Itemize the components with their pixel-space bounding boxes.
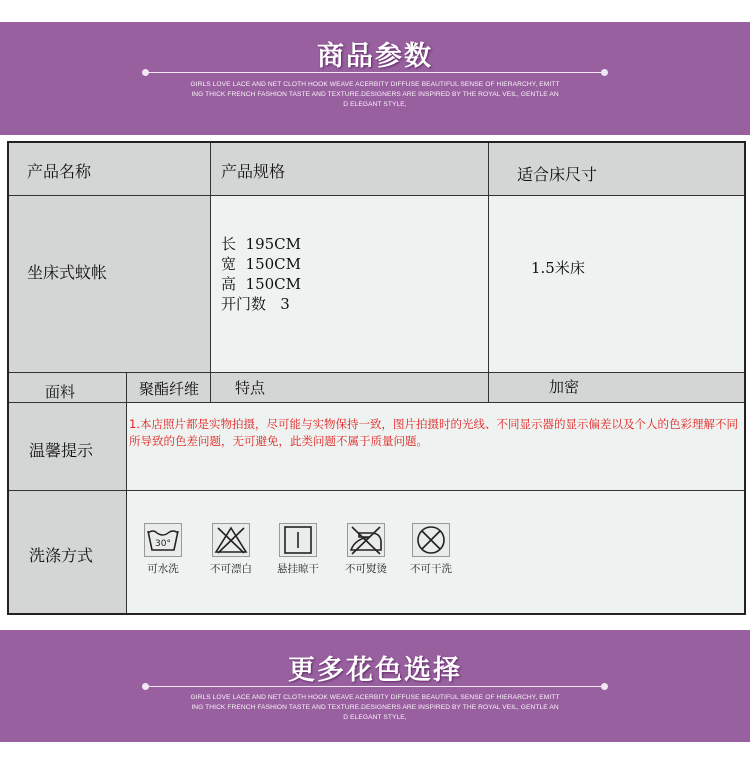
header-label: 适合床尺寸 (517, 165, 598, 184)
wash-item (403, 523, 459, 576)
product-spec-cell (211, 196, 489, 373)
bottom-banner (0, 630, 750, 742)
wash-item-label: 可水洗 (147, 563, 179, 575)
feature-label-cell (211, 373, 489, 403)
feature-label: 特点 (235, 379, 266, 397)
divider-dot-icon (601, 69, 608, 76)
top-banner (0, 22, 750, 135)
header-cell-spec (211, 143, 489, 196)
product-parameter-table (7, 141, 746, 615)
divider-dot-icon (142, 683, 149, 690)
wash-item (141, 523, 185, 576)
no-bleach-icon (212, 523, 250, 557)
notice-label: 温馨提示 (29, 441, 94, 460)
header-label: 产品规格 (221, 162, 286, 181)
spec-door-count: 开门数 3 (221, 295, 290, 313)
banner-subtitle (170, 80, 580, 110)
no-iron-icon (347, 523, 385, 557)
wash-label: 洗涤方式 (29, 546, 94, 565)
subtitle-line: D ELEGANT STYLE, (343, 714, 407, 721)
wash-item-label: 不可漂白 (210, 563, 252, 575)
notice-text-cell (127, 403, 744, 491)
product-name-cell (9, 196, 211, 373)
bed-size-cell (489, 196, 744, 373)
fabric-label-cell (9, 373, 127, 403)
spec-width: 宽 150CM (221, 255, 302, 273)
section-title: 更多花色选择 (288, 655, 462, 686)
subtitle-line: GIRLS LOVE LACE AND NET CLOTH HOOK WEAVE ACERBITY DIFFUSE BEAUTIFUL SENSE OF HIERARCHY, EMITT (190, 81, 560, 88)
product-name: 坐床式蚊帐 (27, 263, 108, 282)
spec-height: 高 150CM (221, 275, 302, 293)
no-dry-clean-icon (412, 523, 450, 557)
hang-dry-icon (279, 523, 317, 557)
notice-text: 1.本店照片都是实物拍摄，尽可能与实物保持一致，图片拍摄时的光线、不同显示器的显示偏差以及个人的色彩理解不同所导致的色差问题，无可避免，此类问题不属于质量问题。 (129, 417, 738, 448)
wash-item-label: 不可干洗 (410, 563, 452, 575)
section-title: 商品参数 (317, 41, 433, 72)
subtitle-line: GIRLS LOVE LACE AND NET CLOTH HOOK WEAVE ACERBITY DIFFUSE BEAUTIFUL SENSE OF HIERARCHY, EMITT (190, 694, 560, 701)
fabric-label: 面料 (45, 383, 76, 401)
fabric-value-cell (127, 373, 211, 403)
feature-value-cell (489, 373, 744, 403)
divider-dot-icon (142, 69, 149, 76)
wash-item (270, 523, 326, 576)
washable-30-icon (144, 523, 182, 557)
header-label: 产品名称 (27, 162, 92, 181)
divider-dot-icon (601, 683, 608, 690)
subtitle-line: D ELEGANT STYLE, (343, 101, 407, 108)
wash-item (205, 523, 257, 576)
banner-subtitle (170, 693, 580, 723)
wash-item-label: 不可熨烫 (345, 563, 387, 575)
decorative-divider (145, 72, 605, 73)
wash-item-label: 悬挂晾干 (277, 563, 319, 575)
wash-item (338, 523, 394, 576)
wash-icons-cell (127, 491, 744, 613)
header-cell-name (9, 143, 211, 196)
decorative-divider (145, 686, 605, 687)
feature-value: 加密 (549, 378, 580, 396)
notice-label-cell (9, 403, 127, 491)
wash-label-cell (9, 491, 127, 613)
subtitle-line: ING THICK FRENCH FASHION TASTE AND TEXTURE.DESIGNERS ARE INSPIRED BY THE ROYAL VEIL, GENTLE AN (191, 91, 559, 98)
header-cell-bed-size (489, 143, 744, 196)
wash-temperature: 30° (155, 539, 171, 549)
spec-list (221, 234, 301, 314)
bed-size-value: 1.5米床 (531, 259, 585, 277)
subtitle-line: ING THICK FRENCH FASHION TASTE AND TEXTURE.DESIGNERS ARE INSPIRED BY THE ROYAL VEIL, GENTLE AN (191, 704, 559, 711)
spec-length: 长 195CM (221, 235, 302, 253)
fabric-value: 聚酯纤维 (139, 380, 200, 398)
